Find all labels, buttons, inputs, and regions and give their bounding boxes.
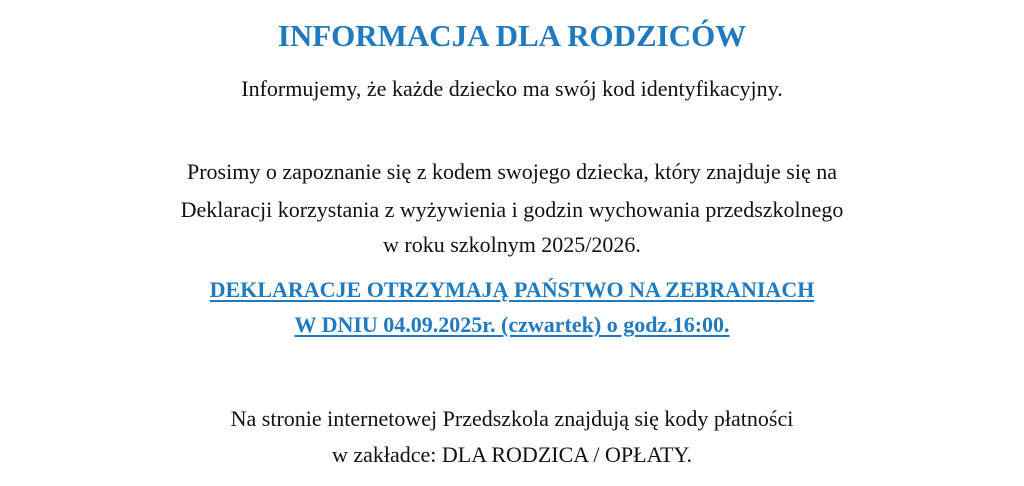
request-line-1: Prosimy o zapoznanie się z kodem swojego dziecka, który znajduje się na (186, 159, 838, 184)
announcement-line-2: W DNIU 04.09.2025r. (czwartek) o godz.16:00. (294, 312, 730, 337)
request-line-3: w roku szkolnym 2025/2026. (383, 232, 641, 257)
intro-text: Informujemy, że każde dziecko ma swój kod identyfikacyjny. (241, 76, 783, 101)
payment-info-line-1: Na stronie internetowej Przedszkola znajdują się kody płatności (230, 406, 794, 431)
request-line-2: Deklaracji korzystania z wyżywienia i godzin wychowania przedszkolnego (180, 197, 844, 222)
announcement-line-1: DEKLARACJE OTRZYMAJĄ PAŃSTWO NA ZEBRANIACH (209, 277, 815, 302)
page-title: INFORMACJA DLA RODZICÓW (277, 18, 747, 53)
payment-info-line-2: w zakładce: DLA RODZICA / OPŁATY. (331, 442, 693, 467)
